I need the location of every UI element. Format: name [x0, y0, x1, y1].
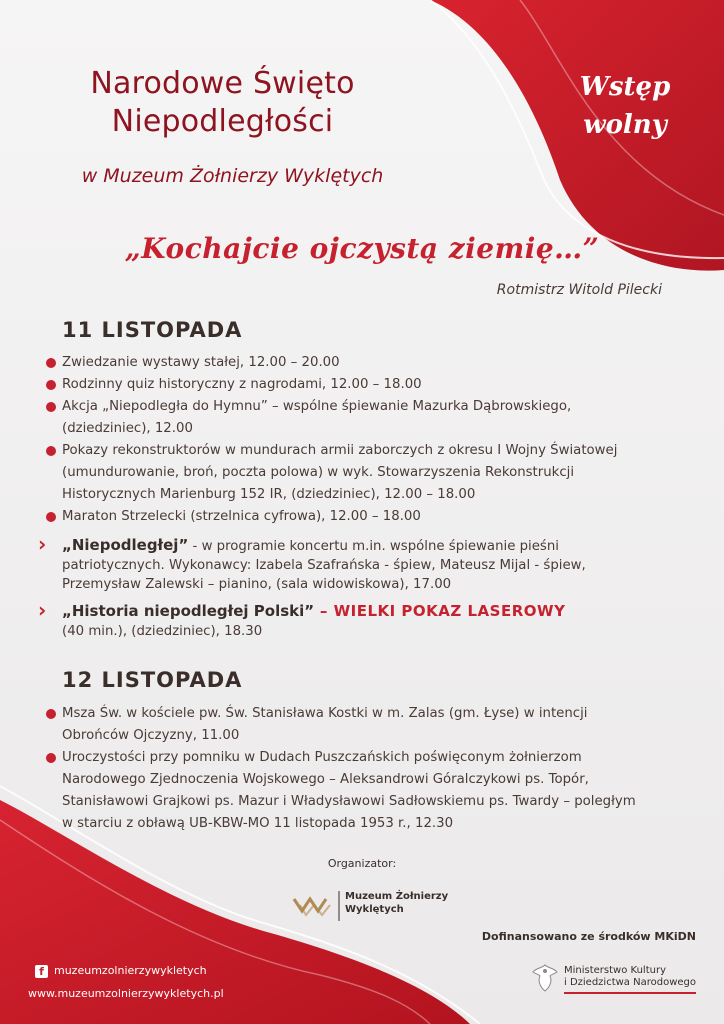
organizer-name: Muzeum Żołnierzy Wyklętych — [345, 891, 449, 915]
day1-heading: 11 LISTOPADA — [62, 318, 243, 342]
list-item: Akcja „Niepodległa do Hymnu” – wspólne śpiewanie Mazurka Dąbrowskiego, — [62, 396, 702, 418]
laser-highlight: – WIELKI POKAZ LASEROWY — [314, 602, 566, 620]
organizer-label: Organizator: — [327, 857, 397, 870]
bullet-dot-icon — [46, 512, 56, 522]
facebook-link[interactable]: f muzeumzolnierzywykletych — [35, 964, 207, 978]
concert-line3: Przemysław Zalewski – pianino, (sala widowiskowa), 17.00 — [62, 577, 452, 592]
list-item: Maraton Strzelecki (strzelnica cyfrowa), 12.00 – 18.00 — [62, 506, 702, 528]
list-item-continuation: Obrońców Ojczyzny, 11.00 — [62, 728, 240, 743]
list-item-continuation: Stanisławowi Grajkowi ps. Mazur i Władysławowi Sadłowskiemu ps. Twardy – poległym — [62, 794, 636, 809]
list-item-continuation: Narodowego Zjednoczenia Wojskowego – Aleksandrowi Góralczykowi ps. Topór, — [62, 772, 589, 787]
bullet-dot-icon — [46, 709, 56, 719]
list-item: Rodzinny quiz historyczny z nagrodami, 12.00 – 18.00 — [62, 374, 702, 396]
free-entry-line2: wolny — [583, 110, 667, 140]
day2-heading: 12 LISTOPADA — [62, 668, 243, 692]
funding-note: Dofinansowano ze środków MKiDN — [481, 930, 696, 943]
list-item: Pokazy rekonstruktorów w mundurach armii zaborczych z okresu I Wojny Światowej — [62, 440, 702, 462]
laser-show-item — [38, 598, 682, 641]
quote-author: Rotmistrz Witold Pilecki — [496, 282, 662, 298]
concert-line1: - w programie koncertu m.in. wspólne śpiewanie pieśni — [188, 539, 559, 554]
ministry-name: Ministerstwo Kultury i Dziedzictwa Narodowego — [564, 965, 696, 988]
chevron-right-icon: › — [38, 598, 47, 622]
eagle-emblem-icon — [530, 962, 560, 994]
day1-list — [62, 352, 702, 528]
list-item-continuation: (dziedziniec), 12.00 — [62, 421, 193, 436]
concert-line2: patriotycznych. Wykonawcy: Izabela Szafrańska - śpiew, Mateusz Mijal - śpiew, — [62, 558, 586, 573]
website-link[interactable]: www.muzeumzolnierzywykletych.pl — [28, 987, 224, 1000]
bullet-dot-icon — [46, 446, 56, 456]
list-item-continuation: (umundurowanie, broń, poczta polowa) w wyk. Stowarzyszenia Rekonstrukcji — [62, 465, 575, 480]
list-item-continuation: Historycznych Marienburg 152 IR, (dziedziniec), 12.00 – 18.00 — [62, 487, 476, 502]
event-title-line2: Niepodległości — [111, 104, 334, 139]
bullet-dot-icon — [46, 753, 56, 763]
day2-list — [62, 703, 702, 835]
list-item: Uroczystości przy pomniku w Dudach Puszczańskich poświęconym żołnierzom — [62, 747, 702, 769]
laser-line2: (40 min.), (dziedziniec), 18.30 — [62, 624, 263, 639]
free-entry-line1: Wstęp — [579, 72, 671, 102]
laser-title: „Historia niepodległej Polski” — [62, 602, 315, 620]
event-title-line1: Narodowe Święto — [90, 66, 355, 101]
list-item: Msza Św. w kościele pw. Św. Stanisława Kostki w m. Zalas (gm. Łyse) w intencji — [62, 703, 702, 725]
event-subtitle: w Muzeum Żołnierzy Wyklętych — [81, 165, 384, 187]
facebook-icon: f — [35, 965, 48, 978]
list-item: Zwiedzanie wystawy stałej, 12.00 – 20.00 — [62, 352, 702, 374]
bullet-dot-icon — [46, 358, 56, 368]
concert-title: „Niepodległej” — [62, 536, 189, 554]
list-item-continuation: w starciu z obławą UB-KBW-MO 11 listopada 1953 r., 12.30 — [62, 816, 454, 831]
ministry-underline — [564, 992, 696, 994]
concert-item — [38, 532, 682, 594]
chevron-right-icon: › — [38, 532, 47, 556]
bullet-dot-icon — [46, 380, 56, 390]
bullet-dot-icon — [46, 402, 56, 412]
quote-text: „Kochajcie ojczystą ziemię…” — [124, 232, 600, 265]
